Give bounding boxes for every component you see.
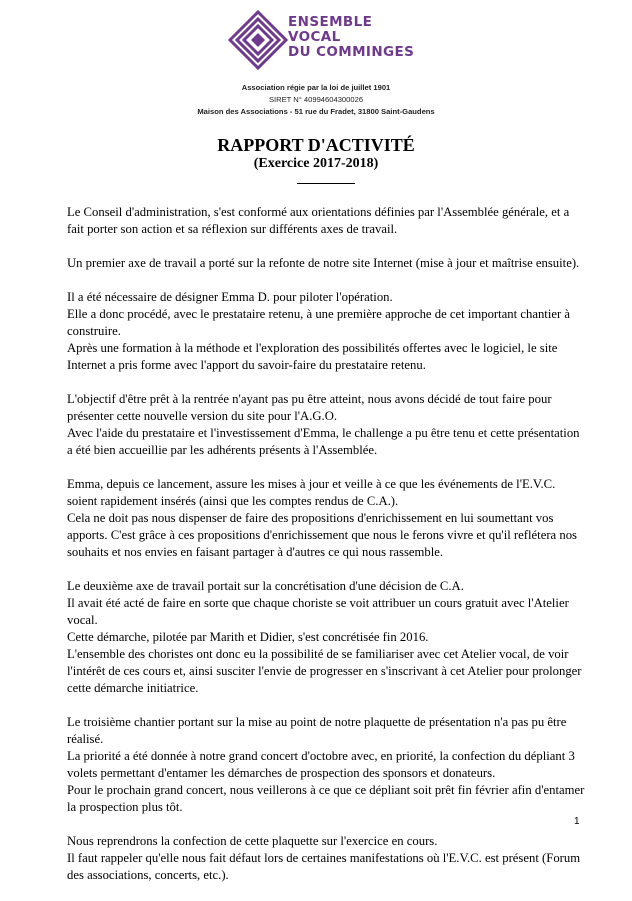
paragraph-line: Il a été nécessaire de désigner Emma D. pour piloter l'opération. [67,290,393,304]
paragraph-line: Nous reprendrons la confection de cette plaquette sur l'exercice en cours. [67,834,438,848]
paragraph-line: Il faut rappeler qu'elle nous fait défaut lors de certaines manifestations où l'E.V.C. est présent (Forum des associations, concerts, etc.). [67,851,581,882]
association-address: Maison des Associations - 51 rue du Fradet, 31800 Saint-Gaudens [197,107,435,116]
paragraph-line: Le deuxième axe de travail portait sur la concrétisation d'une décision de C.A. [67,579,464,593]
paragraph-line: Elle a donc procédé, avec le prestataire retenu, à une première approche de cet important chantier à construire. [67,307,571,338]
paragraph-line: Cela ne doit pas nous dispenser de faire des propositions d'enrichissement en lui soumettant vos apports. C'est grâce à ces propositions d'enrichissement que nous le ferons vivre et qu'il reflétera nos souhaits et nos envies en faisant partager à d'autres ce qui nous rassemble. [67,511,577,559]
paragraph-line: Après une formation à la méthode et l'exploration des possibilités offertes avec le logiciel, le site Internet a pris forme avec l'apport du savoir-faire du prestataire retenu. [67,341,558,372]
paragraph-line: L'objectif d'être prêt à la rentrée n'ayant pas pu être atteint, nous avons décidé de tout faire pour présenter cette nouvelle version du site pour l'A.G.O. [67,392,552,423]
association-header [0,82,632,118]
logo-wordmark [288,15,414,60]
paragraph [67,255,587,272]
paragraph [67,204,587,238]
paragraph-line: Pour le prochain grand concert, nous veillerons à ce que ce dépliant soit prêt fin février afin d'entamer la prospection plus tôt. [67,783,585,814]
page-number: 1 [574,816,580,827]
title-divider [297,183,355,184]
logo-line-2: VOCAL [288,29,341,45]
report-body [67,204,587,901]
logo-line-3: DU COMMINGES [288,44,415,60]
paragraph [67,714,587,816]
paragraph-line: L'ensemble des choristes ont donc eu la possibilité de se familiariser avec cet Atelier vocal, de voir l'intérêt de ces cours et, ainsi susciter l'envie de progresser en s'inscrivant à cet Atelier pour prolonger cette démarche initiatrice. [67,647,582,695]
paragraph [67,833,587,884]
paragraph [67,391,587,459]
paragraph-line: Il avait été acté de faire en sorte que chaque choriste se voit attribuer un cours gratuit avec l'Atelier vocal. [67,596,569,627]
paragraph [67,289,587,374]
siret-number: SIRET N° 40994604300026 [268,95,364,104]
paragraph-line: Un premier axe de travail a porté sur la refonte de notre site Internet (mise à jour et maîtrise ensuite). [67,256,580,270]
paragraph [67,578,587,697]
association-status: Association régie par la loi de juillet 1901 [241,83,391,92]
diamond-logo-icon [228,10,288,70]
ensemble-vocal-logo [228,10,424,72]
paragraph-line: La priorité a été donnée à notre grand concert d'octobre avec, en priorité, la confection du dépliant 3 volets permettant d'entamer les démarches de prospection des sponsors et donateurs. [67,749,575,780]
paragraph-line: Emma, depuis ce lancement, assure les mises à jour et veille à ce que les événements de l'E.V.C. soient rapidement insérés (ainsi que les comptes rendus de C.A.). [67,477,556,508]
document-title: RAPPORT D'ACTIVITÉ [217,135,415,155]
paragraph-line: Le Conseil d'administration, s'est conformé aux orientations définies par l'Assemblée générale, et a fait porter son action et sa réflexion sur différents axes de travail. [67,205,570,236]
paragraph [67,476,587,561]
paragraph-line: Le troisième chantier portant sur la mise au point de notre plaquette de présentation n'a pas pu être réalisé. [67,715,567,746]
document-subtitle: (Exercice 2017-2018) [253,156,379,171]
logo-line-1: ENSEMBLE [288,14,373,30]
paragraph-line: Cette démarche, pilotée par Marith et Didier, s'est concrétisée fin 2016. [67,630,429,644]
paragraph-line: Avec l'aide du prestataire et l'investissement d'Emma, le challenge a pu être tenu et cette présentation a été bien accueillie par les adhérents présents à l'Assemblée. [67,426,580,457]
